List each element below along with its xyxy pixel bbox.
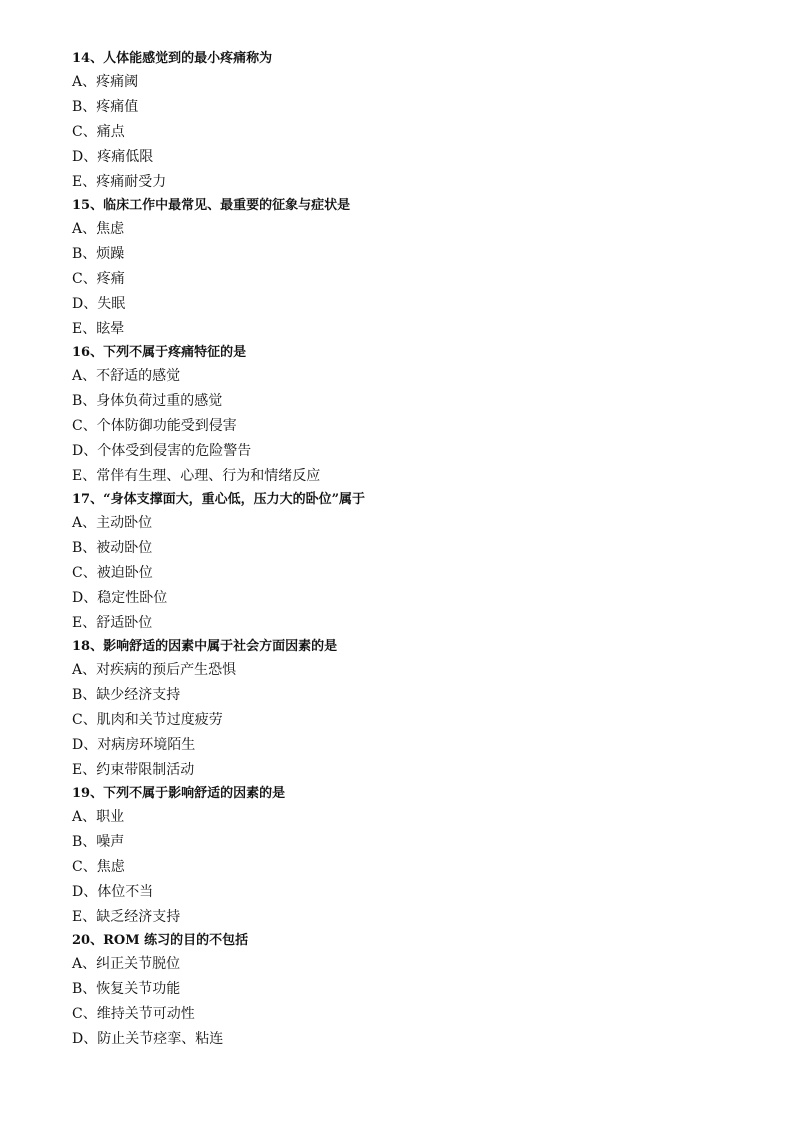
option-d: D、防止关节痉挛、粘连 bbox=[72, 1031, 224, 1047]
option-d: D、个体受到侵害的危险警告 bbox=[72, 443, 252, 459]
option-a: A、焦虑 bbox=[72, 221, 125, 237]
document-page bbox=[72, 48, 752, 1052]
option-d: D、稳定性卧位 bbox=[72, 590, 168, 606]
option-c: C、痛点 bbox=[72, 124, 125, 140]
option-e: E、常伴有生理、心理、行为和情绪反应 bbox=[72, 468, 321, 484]
option-a: A、对疾病的预后产生恐惧 bbox=[72, 662, 237, 678]
option-c: C、被迫卧位 bbox=[72, 565, 153, 581]
question-title: 15、临床工作中最常见、最重要的征象与症状是 bbox=[72, 198, 351, 213]
option-b: B、身体负荷过重的感觉 bbox=[72, 393, 223, 409]
question-title: 20、ROM 练习的目的不包括 bbox=[72, 933, 249, 948]
option-b: B、恢复关节功能 bbox=[72, 981, 181, 997]
option-c: C、肌肉和关节过度疲劳 bbox=[72, 712, 223, 728]
option-a: A、职业 bbox=[72, 809, 125, 825]
question-20 bbox=[72, 930, 752, 1052]
option-e: E、疼痛耐受力 bbox=[72, 174, 167, 190]
option-b: B、缺少经济支持 bbox=[72, 687, 181, 703]
option-c: C、焦虑 bbox=[72, 859, 125, 875]
option-c: C、疼痛 bbox=[72, 271, 125, 287]
question-title: 14、人体能感觉到的最小疼痛称为 bbox=[72, 51, 273, 66]
question-18 bbox=[72, 636, 752, 783]
option-d: D、失眠 bbox=[72, 296, 126, 312]
option-b: B、被动卧位 bbox=[72, 540, 153, 556]
question-19 bbox=[72, 783, 752, 930]
question-title: 17、“身体支撑面大，重心低，压力大的卧位”属于 bbox=[72, 492, 366, 507]
option-a: A、不舒适的感觉 bbox=[72, 368, 181, 384]
question-title: 18、影响舒适的因素中属于社会方面因素的是 bbox=[72, 639, 338, 654]
option-d: D、体位不当 bbox=[72, 884, 154, 900]
question-title: 16、下列不属于疼痛特征的是 bbox=[72, 345, 247, 360]
question-14 bbox=[72, 48, 752, 195]
option-b: B、烦躁 bbox=[72, 246, 125, 262]
question-title: 19、下列不属于影响舒适的因素的是 bbox=[72, 786, 286, 801]
option-c: C、维持关节可动性 bbox=[72, 1006, 195, 1022]
option-a: A、疼痛阈 bbox=[72, 74, 139, 90]
option-e: E、眩晕 bbox=[72, 321, 125, 337]
option-a: A、纠正关节脱位 bbox=[72, 956, 181, 972]
question-17 bbox=[72, 489, 752, 636]
option-e: E、缺乏经济支持 bbox=[72, 909, 181, 925]
option-a: A、主动卧位 bbox=[72, 515, 153, 531]
option-d: D、对病房环境陌生 bbox=[72, 737, 196, 753]
question-16 bbox=[72, 342, 752, 489]
option-c: C、个体防御功能受到侵害 bbox=[72, 418, 237, 434]
option-e: E、舒适卧位 bbox=[72, 615, 153, 631]
question-15 bbox=[72, 195, 752, 342]
option-b: B、疼痛值 bbox=[72, 99, 139, 115]
option-e: E、约束带限制活动 bbox=[72, 762, 195, 778]
option-d: D、疼痛低限 bbox=[72, 149, 154, 165]
option-b: B、噪声 bbox=[72, 834, 125, 850]
